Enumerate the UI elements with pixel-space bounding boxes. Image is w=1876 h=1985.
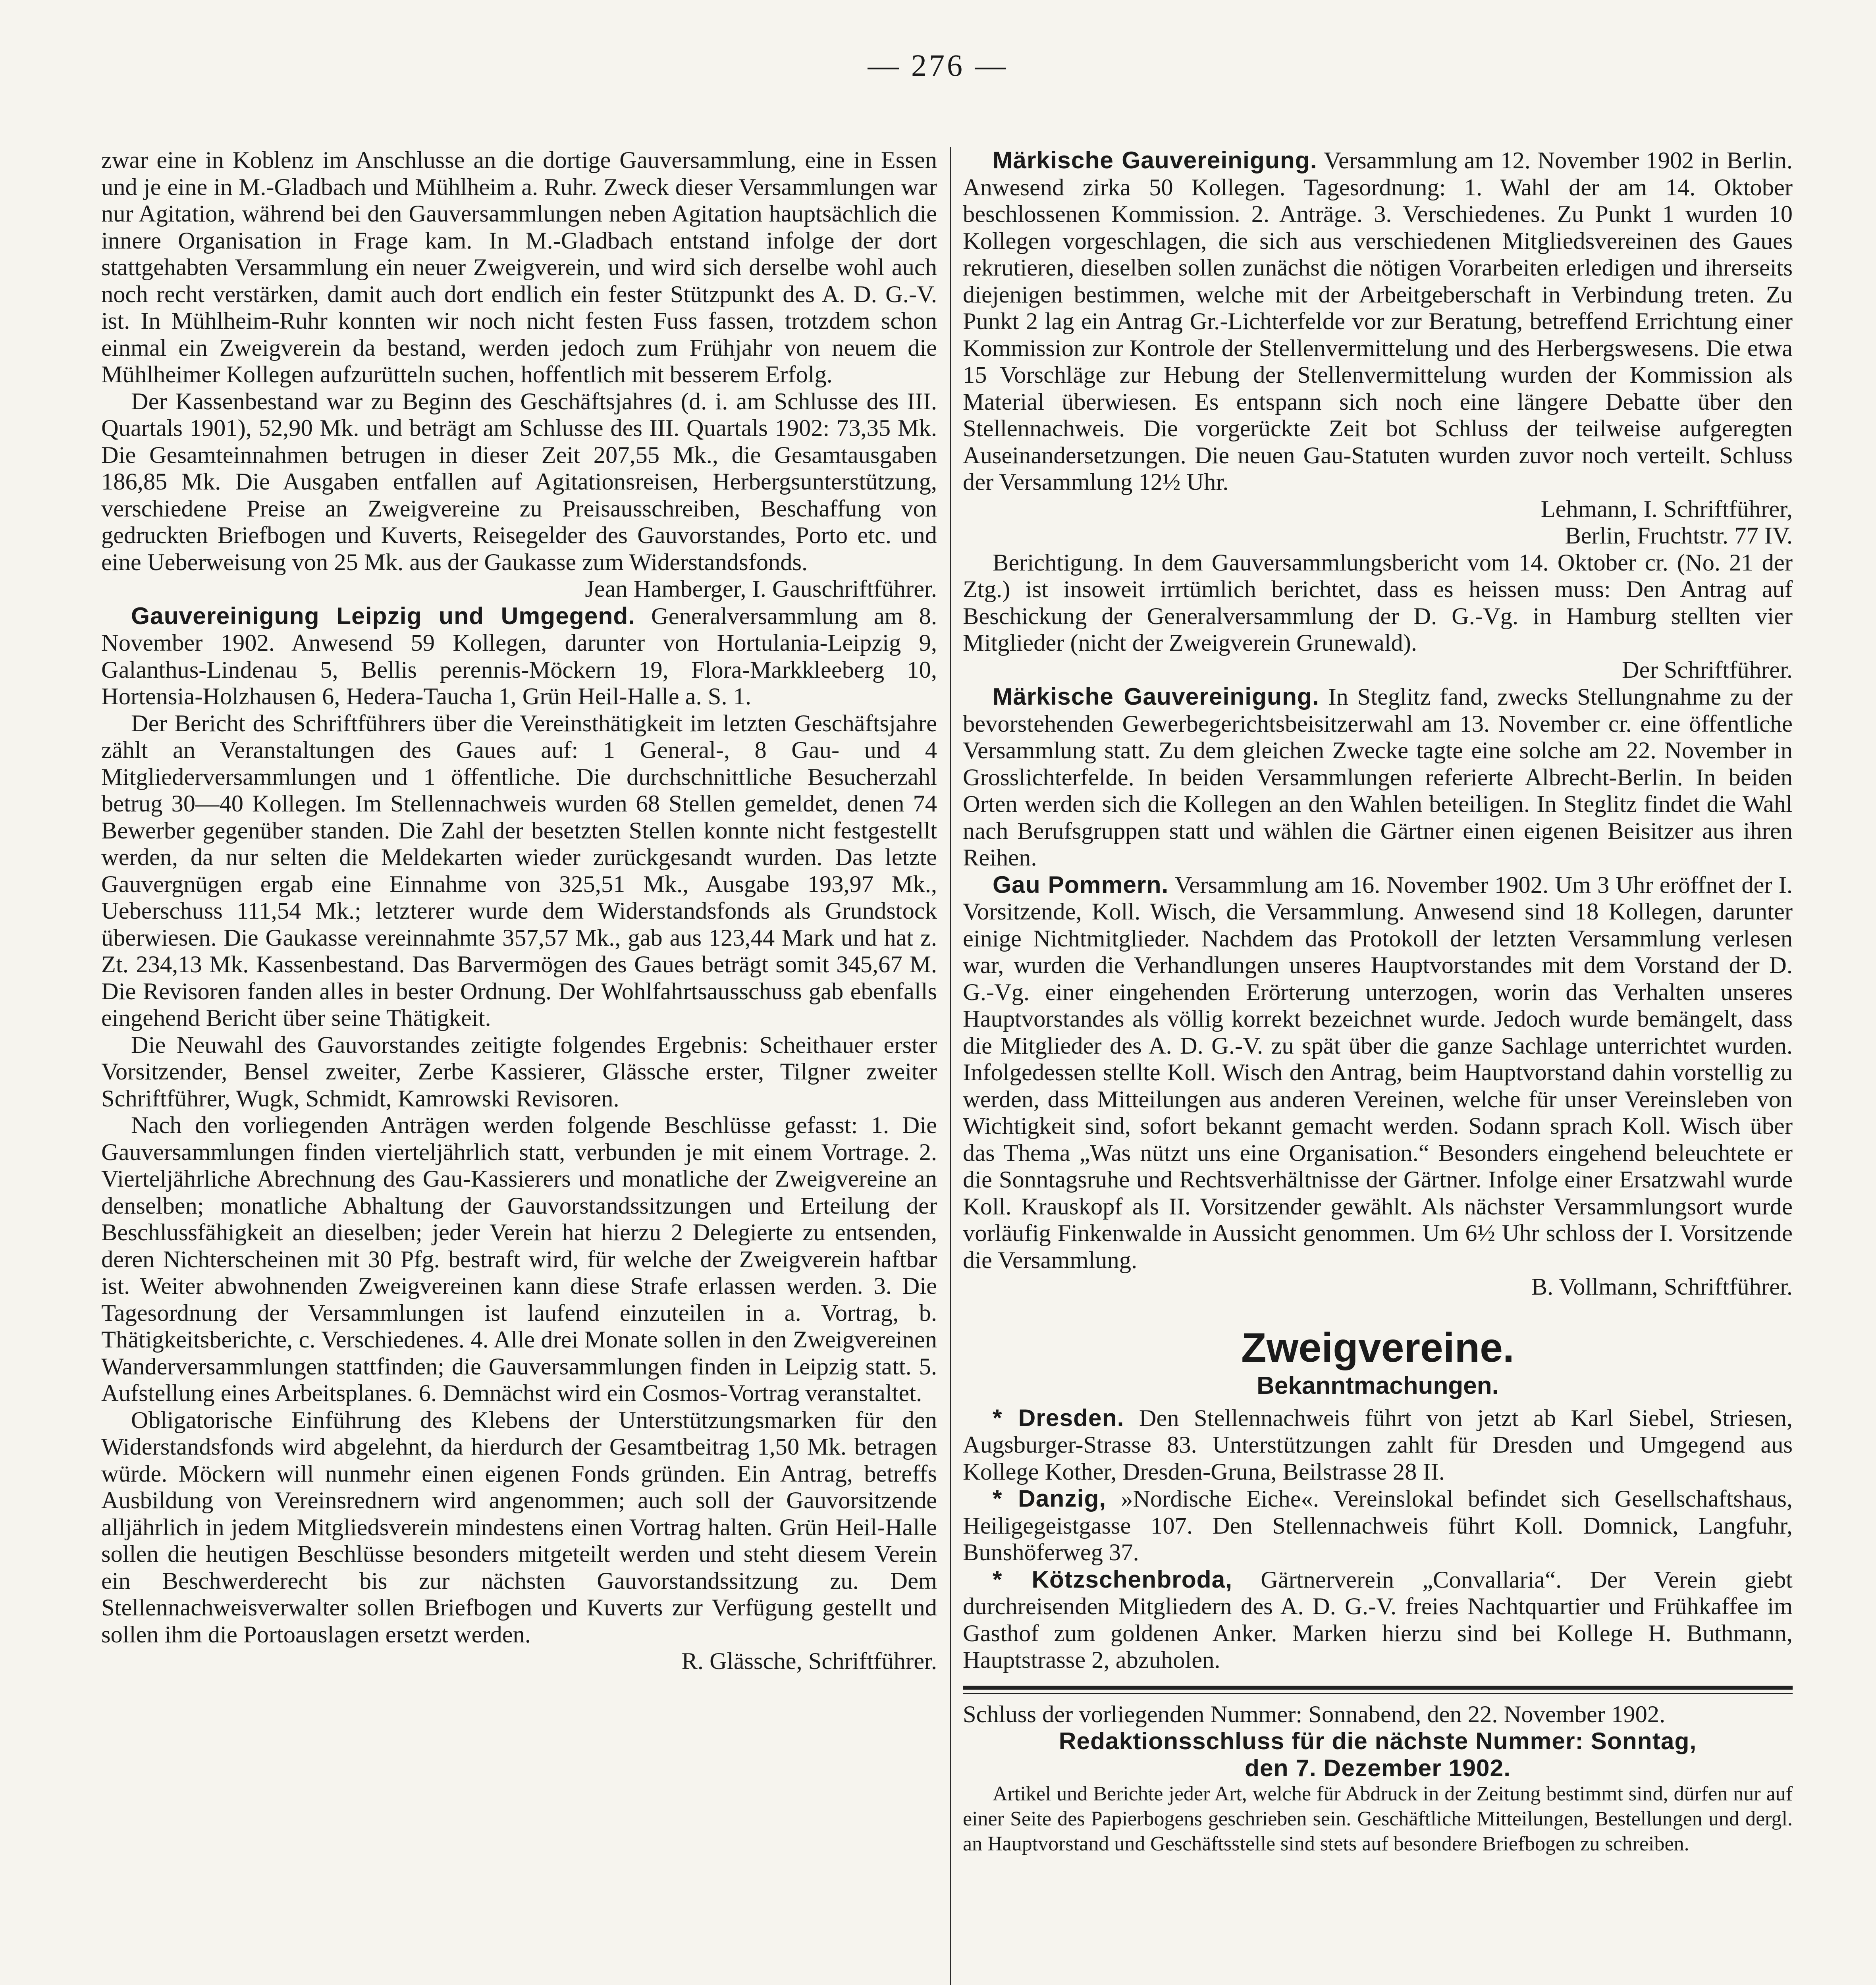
danzig-text: »Nordische Eiche«. Vereinslokal befindet sich Gesellschaftshaus, Heiligegeistgasse 107. Den Stellennachweis führt Koll. Domnick, Langfuhr, Bunshöferweg 37. xyxy=(963,1486,1793,1566)
antraege-paragraph: Nach den vorliegenden Anträgen werden folgende Beschlüsse gefasst: 1. Die Gauversammlungen finden vierteljährlich statt, verbunden je mit einem Vortrage. 2. Vierteljährliche Abrechnung des Gau-Kassierers und monatliche der Zweigvereine an denselben; monatliche Abhaltung der Gauvorstandssitzungen und Erteilung der Beschlussfähigkeit an dieselben; jeder Verein hat hierzu 2 Delegierte zu entsenden, deren Nichterscheinen mit 30 Pfg. bestraft wird, für welche der Zweigverein haftbar ist. Weiter abwohnenden Zweigvereinen kann diese Strafe erlassen werden. 3. Die Tagesordnung der Versammlungen ist laufend einzuteilen in a. Vortrag, b. Thätigkeitsberichte, c. Verschiedenes. 4. Alle drei Monate sollen in den Zweigvereinen Wanderversammlungen stattfinden; die Gauversammlungen finden in Leipzig statt. 5. Aufstellung eines Arbeitsplanes. 6. Demnächst wird ein Cosmos-Vortrag veranstaltet. xyxy=(101,1112,937,1407)
dresden-notice xyxy=(963,1405,1793,1486)
left-column xyxy=(101,147,937,1675)
dresden-text: Den Stellennachweis führt von jetzt ab Karl Siebel, Striesen, Augsburger-Strasse 83. Unterstützungen zahlt für Dresden und Umgegend aus Kollege Kother, Dresden-Gruna, Beilstrasse 28 II. xyxy=(963,1405,1793,1485)
koetzschenbroda-notice xyxy=(963,1566,1793,1674)
leipzig-report xyxy=(101,603,937,710)
danzig-heading: * Danzig, xyxy=(993,1485,1107,1512)
obligatorisch-paragraph: Obligatorische Einführung des Klebens der Unterstützungsmarken für den Widerstandsfonds wird abgelehnt, da hierdurch der Gesamtbeitrag 1,50 Mk. betragen würde. Möckern will nunmehr einen eigenen Fonds gründen. Ein Antrag, betreffs Ausbildung von Vereinsrednern wird angenommen; auch soll der Gauvorsitzende alljährlich in jedem Mitgliedsverein mindestens einen Vortrag halten. Grün Heil-Halle sollen die heutigen Beschlüsse besonders mitgeteilt werden und steht diesem Verein ein Beschwerderecht bis zur nächsten Gauvorstandssitzung zu. Dem Stellennachweisverwalter sollen Briefbogen und Kuverts zur Verfügung gestellt und sollen ihm die Portoauslagen ersetzt werden. xyxy=(101,1407,937,1648)
koetzschenbroda-text: Gärtnerverein „Convallaria“. Der Verein giebt durchreisenden Mitgliedern des A. D. G.-V. freies Nachtquartier und Frühkaffee im Gasthof zum goldenen Anker. Marken hierzu sind bei Kollege H. Buthmann, Hauptstrasse 2, abzuholen. xyxy=(963,1566,1793,1673)
redaktionsschluss-line-1: Redaktionsschluss für die nächste Nummer: Sonntag, xyxy=(1059,1727,1697,1754)
signature-lehmann-address: Berlin, Fruchtstr. 77 IV. xyxy=(1565,522,1793,549)
closing-notice xyxy=(963,1701,1793,1857)
redaktionsschluss-line-2: den 7. Dezember 1902. xyxy=(1244,1754,1511,1781)
maerkische-heading-2: Märkische Gauvereinigung. xyxy=(993,683,1319,710)
section-subtitle-bekanntmachungen: Bekanntmachungen. xyxy=(1257,1372,1499,1399)
right-column xyxy=(963,147,1793,1856)
maerkische-report-2 xyxy=(963,683,1793,871)
leipzig-heading: Gauvereinigung Leipzig und Umgegend. xyxy=(131,602,636,629)
koblenz-paragraph: zwar eine in Koblenz im Anschlusse an die dortige Gauversammlung, eine in Essen und je eine in M.-Gladbach und Mühlheim a. Ruhr. Zweck dieser Versammlungen war nur Agitation, während bei den Gauversammlungen neben Agitation hauptsächlich die innere Organisation in Frage kam. In M.-Gladbach entstand infolge der dort stattgehabten Versammlung ein neuer Zweigverein, und wird sich derselbe wohl auch noch recht verstärken, damit auch dort endlich ein fester Stützpunkt des A. D. G.-V. ist. In Mühlheim-Ruhr konnten wir noch nicht festen Fuss fassen, trotzdem schon einmal ein Zweigverein da bestand, werden jedoch zum Frühjahr von neuem die Mühlheimer Kollegen aufzurütteln suchen, hoffentlich mit besserem Erfolg. xyxy=(101,147,937,388)
signature-lehmann: Lehmann, I. Schriftführer, xyxy=(1541,495,1793,522)
pommern-heading: Gau Pommern. xyxy=(993,871,1169,898)
neuwahl-paragraph: Die Neuwahl des Gauvorstandes zeitigte folgendes Ergebnis: Scheithauer erster Vorsitzender, Bensel zweiter, Zerbe Kassierer, Glässche erster, Tilgner zweiter Schriftführer, Wugk, Schmidt, Kamrowski Revisoren. xyxy=(101,1031,937,1112)
artikel-notice: Artikel und Berichte jeder Art, welche für Abdruck in der Zeitung bestimmt sind, dürfen nur auf einer Seite des Papierbogens geschrieben sein. Geschäftliche Mitteilungen, Bestellungen und dergl. an Hauptvorstand und Geschäftsstelle sind stets auf besondere Briefbogen zu schreiben. xyxy=(963,1783,1793,1855)
schluss-line: Schluss der vorliegenden Nummer: Sonnabend, den 22. November 1902. xyxy=(963,1701,1666,1728)
maerkische-report-1 xyxy=(963,147,1793,496)
koetzschenbroda-heading: * Kötzschenbroda, xyxy=(993,1565,1233,1593)
pommern-report xyxy=(963,871,1793,1274)
signature-glaessche: R. Glässche, Schriftführer. xyxy=(681,1648,937,1675)
maerkische-text-2: In Steglitz fand, zwecks Stellungnahme zu der bevorstehenden Gewerbegerichtsbeisitzerwahl am 13. November cr. eine öffentliche Versammlung statt. Zu dem gleichen Zwecke tagte eine solche am 22. November in Grosslichterfelde. In beiden Versammlungen referierte Albrecht-Berlin. In beiden Orten werden sich die Kollegen an den Wahlen beteiligen. In Steglitz findet die Wahl nach Berufsgruppen statt und wählen die Gärtner einen eigenen Beisitzer aus ihren Reihen. xyxy=(963,684,1793,871)
maerkische-heading-1: Märkische Gauvereinigung. xyxy=(993,146,1317,173)
signature-schriftfuehrer: Der Schriftführer. xyxy=(1621,656,1793,683)
section-title-zweigvereine: Zweigvereine. xyxy=(1241,1324,1514,1371)
column-divider xyxy=(950,147,951,1985)
berichtigung-paragraph: Berichtigung. In dem Gauversammlungsbericht vom 14. Oktober cr. (No. 21 der Ztg.) ist insoweit irrtümlich berichtet, dass es heissen muss: Den Antrag auf Beschickung der Generalversammlung der D. G.-Vg. in Hamburg stellten vier Mitglieder (nicht der Zweigverein Grunewald). xyxy=(963,549,1793,656)
signature-vollmann: B. Vollmann, Schriftführer. xyxy=(1531,1274,1793,1300)
danzig-notice xyxy=(963,1485,1793,1566)
maerkische-text-1: Versammlung am 12. November 1902 in Berlin. Anwesend zirka 50 Kollegen. Tagesordnung: 1. Wahl der am 14. Oktober beschlossenen Kommission. 2. Anträge. 3. Verschiedenes. Zu Punkt 1 wurden 10 Kollegen vorgeschlagen, die sich aus verschiedenen Mitgliedsvereinen des Gaues rekrutieren, dieselben sollen zunächst die nötigen Vorarbeiten erledigen und ihrerseits diejenigen bestimmen, welche mit der Arbeitgeberschaft in Verbindung treten. Zu Punkt 2 lag ein Antrag Gr.-Lichterfelde vor zur Beratung, betreffend Errichtung einer Kommission zur Kontrole der Stellenvermittelung und des Herbergswesens. Die etwa 15 Vorschläge zur Hebung der Stellenvermittelung wurden der Kommission als Material überwiesen. Es entspann sich noch eine längere Debatte über den Stellennachweis. Die vorgerückte Zeit bot Schluss der teilweise aufgeregten Auseinandersetzungen. Die neuen Gau-Statuten wurden zuvor noch verteilt. Schluss der Versammlung 12½ Uhr. xyxy=(963,147,1793,495)
kassenbestand-paragraph: Der Kassenbestand war zu Beginn des Geschäftsjahres (d. i. am Schlusse des III. Quartals 1901), 52,90 Mk. und beträgt am Schlusse des III. Quartals 1902: 73,35 Mk. Die Gesamteinnahmen betrugen in dieser Zeit 207,55 Mk., die Gesamtausgaben 186,85 Mk. Die Ausgaben entfallen auf Agitationsreisen, Herbergsunterstützung, verschiedene Preise an Zweigvereine zu Preisausschreiben, Beschaffung von gedruckten Briefbogen und Kuverts, Reisegelder des Gauvorstandes, Porto etc. und eine Ueberweisung von 25 Mk. aus der Gaukasse zum Widerstandsfonds. xyxy=(101,388,937,576)
leipzig-intro: Generalversammlung am 8. November 1902. Anwesend 59 Kollegen, darunter von Hortulania-Leipzig 9, Galanthus-Lindenau 5, Bellis perennis-Möckern 19, Flora-Markkleeberg 10, Hortensia-Holzhausen 6, Hedera-Taucha 1, Grün Heil-Halle a. S. 1. xyxy=(101,603,937,710)
pommern-text: Versammlung am 16. November 1902. Um 3 Uhr eröffnet der I. Vorsitzende, Koll. Wisch, die Versammlung. Anwesend sind 18 Kollegen, darunter einige Nichtmitglieder. Nachdem das Protokoll der letzten Versammlung verlesen war, wurden die Verhandlungen unseres Hauptvorstandes mit dem Vorstand der D. G.-Vg. einer eingehenden Erörterung unterzogen, worin das Verhalten unseres Hauptvorstandes als völlig korrekt bezeichnet wurde. Jedoch wurde bemängelt, dass die Mitglieder des A. D. G.-V. zu spät über die ganze Sachlage unterrichtet wurden. Infolgedessen stellte Koll. Wisch den Antrag, beim Hauptvorstand dahin vorstellig zu werden, dass Mitteilungen aus anderen Vereinen, welche für unser Vereinsleben von Wichtigkeit sind, sofort bekannt gemacht werden. Sodann sprach Koll. Wisch über das Thema „Was nützt uns eine Organisation.“ Besonders eingehend beleuchtete er die Sonntagsruhe und Rechtsverhältnisse der Gärtner. Infolge einer Ersatzwahl wurde Koll. Krauskopf als II. Vorsitzender gewählt. Als nächster Versammlungsort wurde vorläufig Finkenwalde in Aussicht genommen. Um 6½ Uhr schloss der I. Vorsitzende die Versammlung. xyxy=(963,871,1793,1274)
signature-hamberger: Jean Hamberger, I. Gauschriftführer. xyxy=(585,576,937,602)
page-number: — 276 — xyxy=(868,48,1008,83)
bericht-paragraph: Der Bericht des Schriftführers über die Vereinsthätigkeit im letzten Geschäftsjahre zählt an Veranstaltungen des Gaues auf: 1 General-, 8 Gau- und 4 Mitgliederversammlungen und 1 öffentliche. Die durchschnittliche Besucherzahl betrug 30—40 Kollegen. Im Stellennachweis wurden 68 Stellen gemeldet, denen 74 Bewerber gegenüber standen. Die Zahl der besetzten Stellen konnte nicht festgestellt werden, da nur selten die Meldekarten wieder zurückgesandt wurden. Das letzte Gauvergnügen ergab eine Einnahme von 325,51 Mk., Ausgabe 193,97 Mk., Ueberschuss 111,54 Mk.; letzterer wurde dem Widerstandsfonds als Grundstock überwiesen. Die Gaukasse vereinnahmte 357,57 Mk., gab aus 123,44 Mark und hat z. Zt. 234,13 Mk. Kassenbestand. Das Barvermögen des Gaues beträgt somit 345,67 M. Die Revisoren fanden alles in bester Ordnung. Der Wohlfahrtsausschuss gab ebenfalls eingehend Bericht über seine Thätigkeit. xyxy=(101,710,937,1031)
closing-rule xyxy=(963,1686,1793,1694)
dresden-heading: * Dresden. xyxy=(993,1404,1124,1431)
